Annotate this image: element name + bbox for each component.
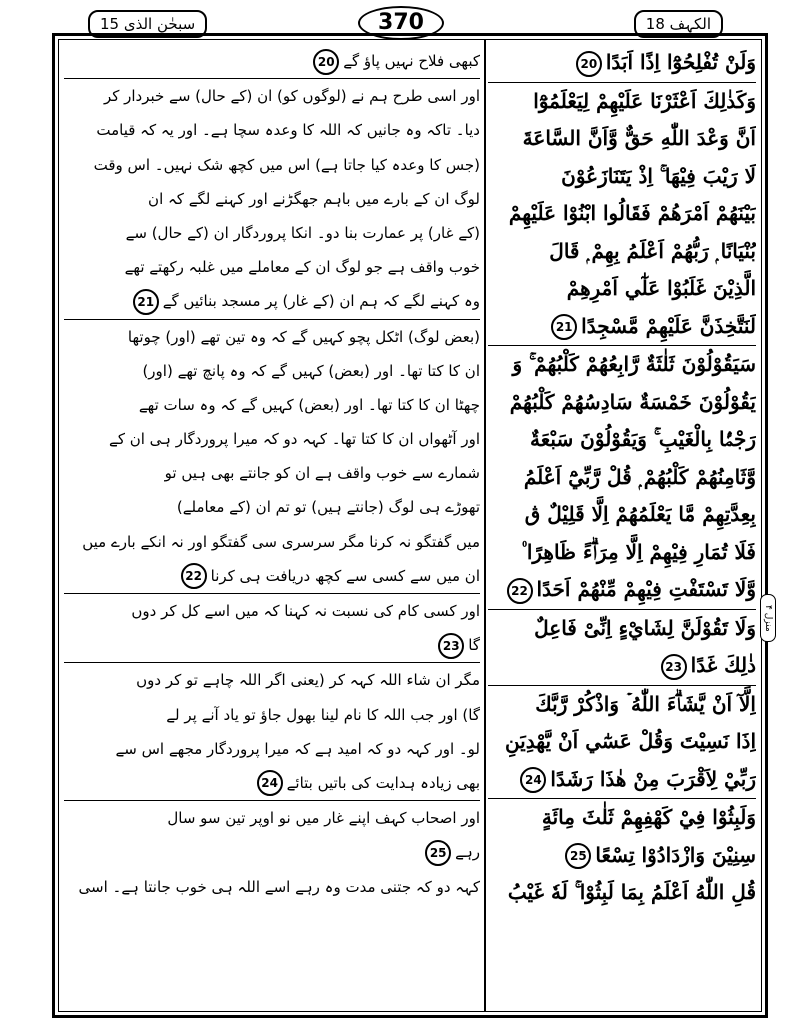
- arabic-line: [488, 496, 756, 534]
- urdu-line-text: اور آٹھواں ان کا کتا تھا۔ کہہ دو کہ میرا پروردگار ہی ان کے: [109, 430, 480, 449]
- verse-number-marker: 24: [520, 767, 546, 793]
- arabic-line: [488, 195, 756, 233]
- arabic-verse-block: [488, 798, 756, 912]
- arabic-line-text: اَنَّ وَعْدَ اللّٰهِ حَقٌّ وَّاَنَّ السَّاعَةَ: [522, 126, 756, 150]
- manzil-marker: منزل ۴: [760, 594, 776, 642]
- surah-label: الکہف 18: [634, 10, 723, 38]
- verse-number-marker: 24: [257, 770, 283, 796]
- urdu-verse-block: [64, 593, 480, 662]
- urdu-line: [64, 44, 480, 78]
- arabic-line-text: وَّلَا تَسْتَفْتِ فِيْهِمْ مِّنْهُمْ اَحَدًا: [536, 577, 756, 601]
- arabic-line: [488, 837, 756, 875]
- arabic-line: [488, 270, 756, 308]
- urdu-line: [64, 148, 480, 182]
- arabic-line-text: رَجْمًۢا بِالْغَيْبِ ۚ وَيَقُوْلُوْنَ سَبْعَةٌ: [530, 427, 756, 451]
- urdu-line-text: (بعض لوگ) اٹکل پچو کہیں گے کہ وہ تین تھے (اور) چوتھا: [127, 327, 480, 346]
- arabic-line-text: يَقُوْلُوْنَ خَمْسَةٌ سَادِسُهُمْ كَلْبُهُمْ: [509, 389, 756, 414]
- verse-number-marker: 20: [313, 49, 339, 75]
- urdu-line: [64, 835, 480, 869]
- verse-number-marker: 23: [438, 633, 464, 659]
- urdu-verse-block: [64, 319, 480, 594]
- urdu-line: [64, 250, 480, 284]
- arabic-line: [488, 44, 756, 82]
- urdu-line-text: کہہ دو کہ جتنی مدت وہ رہے اسے اللہ ہی خوب جانتا ہے۔ اسی: [78, 877, 480, 896]
- urdu-line-text: ان کا کتا تھا۔ اور (بعض) کہیں گے کہ وہ پانچ تھے (اور): [142, 361, 480, 380]
- arabic-line: [488, 120, 756, 158]
- arabic-line: [488, 686, 756, 724]
- urdu-line: [64, 490, 480, 524]
- arabic-line-text: بِعِدَّتِهِمْ مَّا يَعْلَمُهُمْ اِلَّا قَلِيْلٌ ڨ: [524, 502, 756, 526]
- urdu-line: [64, 354, 480, 388]
- urdu-line: [64, 698, 480, 732]
- arabic-line: [488, 723, 756, 761]
- urdu-line-text: شمارے سے خوب واقف ہے ان کو جانتے بھی ہیں تو: [164, 464, 480, 483]
- verse-number-marker: 23: [661, 654, 687, 680]
- arabic-line-text: اِلَّآ اَنْ يَّشَاۗءَ اللّٰهُ ۡ وَاذْكُرْ رَّبَّكَ: [535, 691, 756, 716]
- urdu-line-text: اور اصحاب کہف اپنے غار میں نو اوپر تین سو سال: [167, 809, 480, 828]
- urdu-line: [64, 320, 480, 354]
- urdu-line-text: (کے غار) پر عمارت بنا دو۔ انکا پروردگار ان (کے حال) سے: [125, 223, 480, 242]
- arabic-line: [488, 308, 756, 346]
- verse-number-marker: 22: [507, 578, 533, 604]
- column-divider: [484, 40, 486, 1012]
- urdu-line-text: رہے: [455, 843, 480, 862]
- arabic-line: [488, 647, 756, 685]
- urdu-line-text: لو۔ اور کہہ دو کہ امید ہے کہ میرا پروردگار مجھے اس سے: [115, 739, 480, 758]
- arabic-line-text: فَلَا تُمَارِ فِيْهِمْ اِلَّا مِرَاۗءً ظَاهِرًا ۠: [521, 539, 756, 564]
- arabic-line: [488, 610, 756, 648]
- urdu-line: [64, 663, 480, 697]
- arabic-line-text: لَنَتَّخِذَنَّ عَلَيْهِمْ مَّسْجِدًا: [581, 313, 756, 338]
- urdu-line: [64, 284, 480, 318]
- arabic-verse-block: [488, 44, 756, 82]
- arabic-line-text: سِنِيْنَ وَازْدَادُوْا تِسْعًا: [595, 842, 756, 867]
- urdu-line: [64, 456, 480, 490]
- urdu-line: [64, 113, 480, 147]
- arabic-line: [488, 158, 756, 196]
- verse-number-marker: 20: [576, 51, 602, 77]
- urdu-line-text: لوگ ان کے بارے میں باہم جھگڑنے اور کہنے لگے کہ ان: [148, 189, 480, 208]
- urdu-verse-block: [64, 662, 480, 800]
- urdu-line-text: کبھی فلاح نہیں پاؤ گے: [343, 52, 480, 70]
- urdu-line-text: بھی زیادہ ہدایت کی باتیں بتائے: [286, 773, 480, 792]
- page-number: 370: [358, 6, 444, 40]
- arabic-text-column: [488, 44, 756, 912]
- arabic-line: [488, 346, 756, 384]
- urdu-line-text: گا: [468, 636, 480, 655]
- arabic-verse-block: [488, 609, 756, 685]
- urdu-line-text: وہ کہنے لگے کہ ہم ان (کے غار) پر مسجد بنائیں گے: [162, 292, 480, 311]
- arabic-line-text: اِذَا نَسِيْتَ وَقُلْ عَسٰٓي اَنْ يَّهْدِيَنِ: [504, 729, 756, 753]
- arabic-line-text: وَلَبِثُوْا فِيْ كَهْفِهِمْ ثَلٰثَ مِائَةٍ: [541, 805, 756, 829]
- arabic-line-text: وَكَذٰلِكَ اَعْثَرْنَا عَلَيْهِمْ لِيَعْلَمُوْٓا: [533, 88, 756, 113]
- verse-number-marker: 25: [565, 843, 591, 869]
- urdu-line-text: چھٹا ان کا کتا تھا۔ اور (بعض) کہیں گے کہ وہ سات تھے: [138, 395, 480, 414]
- arabic-line: [488, 571, 756, 609]
- arabic-line-text: ذٰلِكَ غَدًا: [690, 653, 756, 677]
- urdu-verse-block: [64, 78, 480, 318]
- urdu-line-text: دیا۔ تاکہ وہ جانیں کہ اللہ کا وعدہ سچا ہے۔ اور یہ کہ قیامت: [96, 121, 480, 140]
- arabic-line: [488, 874, 756, 912]
- arabic-line-text: رَبِّيْ لِاَقْرَبَ مِنْ هٰذَا رَشَدًا: [550, 766, 756, 791]
- arabic-line-text: قُلِ اللّٰهُ اَعْلَمُ بِمَا لَبِثُوْا ۚ لَهٗ غَيْبُ: [507, 880, 756, 904]
- verse-number-marker: 21: [133, 289, 159, 315]
- urdu-line: [64, 388, 480, 422]
- urdu-line-text: میں گفتگو نہ کرنا مگر سرسری سی گفتگو اور نہ انکے بارے میں: [82, 532, 480, 551]
- urdu-line-text: مگر ان شاء اللہ کہہ کر (یعنی اگر اللہ چاہے تو کر دوں: [136, 671, 480, 690]
- urdu-line: [64, 870, 480, 904]
- arabic-line: [488, 421, 756, 459]
- urdu-line: [64, 79, 480, 113]
- urdu-verse-block: [64, 800, 480, 904]
- arabic-line: [488, 799, 756, 837]
- urdu-line: [64, 594, 480, 628]
- urdu-line: [64, 801, 480, 835]
- urdu-line: [64, 732, 480, 766]
- urdu-line: [64, 525, 480, 559]
- arabic-line-text: بُنْيَانًا ۭ رَبُّهُمْ اَعْلَمُ بِهِمْ ۭ قَالَ: [549, 238, 756, 263]
- urdu-line-text: (جس کا وعدہ کیا جاتا ہے) اس میں کچھ شک نہیں۔ اس وقت: [93, 155, 480, 174]
- urdu-line-text: گا) اور جب اللہ کا نام لینا بھول جاؤ تو یاد آنے پر لے: [166, 705, 480, 724]
- urdu-verse-block: [64, 44, 480, 78]
- arabic-line-text: بَيْنَهُمْ اَمْرَهُمْ فَقَالُوا ابْنُوْا عَلَيْهِمْ: [508, 201, 756, 225]
- arabic-line: [488, 384, 756, 422]
- para-label: سبحٰن الذی 15: [88, 10, 207, 38]
- urdu-line: [64, 182, 480, 216]
- urdu-translation-column: [64, 44, 480, 904]
- urdu-line-text: خوب واقف ہے جو لوگ ان کے معاملے میں غلبہ رکھتے تھے: [124, 258, 480, 277]
- urdu-line: [64, 422, 480, 456]
- verse-number-marker: 22: [181, 563, 207, 589]
- arabic-line-text: سَيَقُوْلُوْنَ ثَلٰثَةٌ رَّابِعُهُمْ كَلْبُهُمْ ۚ وَ: [512, 352, 756, 376]
- arabic-line-text: لَا رَيْبَ فِيْهَا ۚ اِذْ يَتَنَازَعُوْنَ: [561, 163, 756, 188]
- verse-number-marker: 25: [425, 840, 451, 866]
- arabic-line: [488, 459, 756, 497]
- arabic-verse-block: [488, 82, 756, 346]
- arabic-line-text: الَّذِيْنَ غَلَبُوْا عَلٰٓي اَمْرِهِمْ: [566, 276, 756, 300]
- urdu-line-text: اور اسی طرح ہم نے (لوگوں کو) ان (کے حال) سے خبردار کر: [103, 87, 480, 106]
- arabic-line: [488, 233, 756, 271]
- urdu-line-text: ان میں سے کسی سے کچھ دریافت ہی کرنا: [210, 566, 480, 585]
- arabic-line: [488, 761, 756, 799]
- urdu-line: [64, 766, 480, 800]
- arabic-line-text: وَلَا تَقُوْلَنَّ لِشَايْءٍ اِنِّىْ فَاعِلٌ: [534, 615, 756, 640]
- arabic-line-text: وَلَنْ تُفْلِحُوْٓا اِذًا اَبَدًا: [605, 50, 756, 74]
- urdu-line: [64, 559, 480, 593]
- arabic-line: [488, 83, 756, 121]
- verse-number-marker: 21: [551, 314, 577, 340]
- arabic-verse-block: [488, 345, 756, 609]
- arabic-line: [488, 534, 756, 572]
- urdu-line: [64, 628, 480, 662]
- urdu-line-text: تھوڑے ہی لوگ (جانتے ہیں) تو تم ان (کے معاملے): [176, 498, 480, 517]
- arabic-line-text: وَّثَامِنُهُمْ كَلْبُهُمْ ۭ قُلْ رَّبِّيْٓ اَعْلَمُ: [523, 464, 756, 489]
- arabic-verse-block: [488, 685, 756, 799]
- urdu-line-text: اور کسی کام کی نسبت نہ کہنا کہ میں اسے کل کر دوں: [131, 602, 480, 620]
- urdu-line: [64, 216, 480, 250]
